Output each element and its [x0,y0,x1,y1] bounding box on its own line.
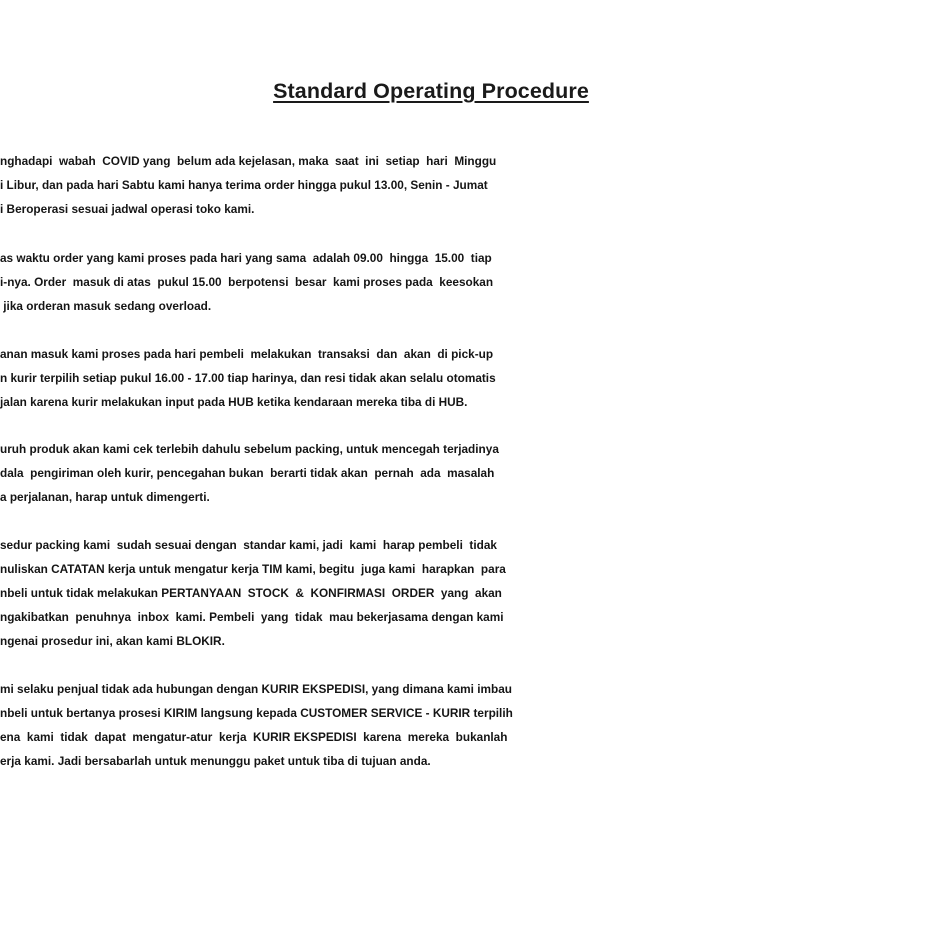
text-line: mi selaku penjual tidak ada hubungan dengan KURIR EKSPEDISI, yang dimana kami imbau [0,682,512,696]
text-line: ngenai prosedur ini, akan kami BLOKIR. [0,634,225,648]
text-line: i Libur, dan pada hari Sabtu kami hanya terima order hingga pukul 13.00, Senin - Jumat [0,178,488,192]
text-line: sedur packing kami sudah sesuai dengan standar kami, jadi kami harap pembeli tidak [0,538,497,552]
text-line: a perjalanan, harap untuk dimengerti. [0,490,210,504]
text-line: nuliskan CATATAN kerja untuk mengatur kerja TIM kami, begitu juga kami harapkan para [0,562,506,576]
text-line: ngakibatkan penuhnya inbox kami. Pembeli yang tidak mau bekerjasama dengan kami [0,610,504,624]
text-line: jalan karena kurir melakukan input pada HUB ketika kendaraan mereka tiba di HUB. [0,395,468,409]
paragraph-order-cutoff [0,246,938,318]
text-line: nbeli untuk bertanya prosesi KIRIM langsung kepada CUSTOMER SERVICE - KURIR terpilih [0,706,513,720]
text-line: erja kami. Jadi bersabarlah untuk menunggu paket untuk tiba di tujuan anda. [0,754,431,768]
text-line: dala pengiriman oleh kurir, pencegahan bukan berarti tidak akan pernah ada masalah [0,466,495,480]
paragraph-product-check [0,437,938,509]
text-line: i Beroperasi sesuai jadwal operasi toko kami. [0,202,255,216]
text-line: nghadapi wabah COVID yang belum ada kejelasan, maka saat ini setiap hari Minggu [0,154,497,168]
text-line: ena kami tidak dapat mengatur-atur kerja KURIR EKSPEDISI karena mereka bukanlah [0,730,508,744]
text-line: n kurir terpilih setiap pukul 16.00 - 17.00 tiap harinya, dan resi tidak akan selalu otomatis [0,371,496,385]
paragraph-pickup [0,342,938,414]
text-line: i-nya. Order masuk di atas pukul 15.00 berpotensi besar kami proses pada keesokan [0,275,494,289]
text-line: as waktu order yang kami proses pada hari yang sama adalah 09.00 hingga 15.00 tiap [0,251,492,265]
text-line: jika orderan masuk sedang overload. [0,299,212,313]
text-line: nbeli untuk tidak melakukan PERTANYAAN STOCK & KONFIRMASI ORDER yang akan [0,586,502,600]
paragraph-covid-schedule [0,149,938,221]
text-line: uruh produk akan kami cek terlebih dahulu sebelum packing, untuk mencegah terjadinya [0,442,499,456]
text-line: anan masuk kami proses pada hari pembeli melakukan transaksi dan akan di pick-up [0,347,494,361]
document-title: Standard Operating Procedure [273,79,589,103]
paragraph-courier-disclaimer [0,677,938,773]
paragraph-packing-procedure [0,533,938,653]
